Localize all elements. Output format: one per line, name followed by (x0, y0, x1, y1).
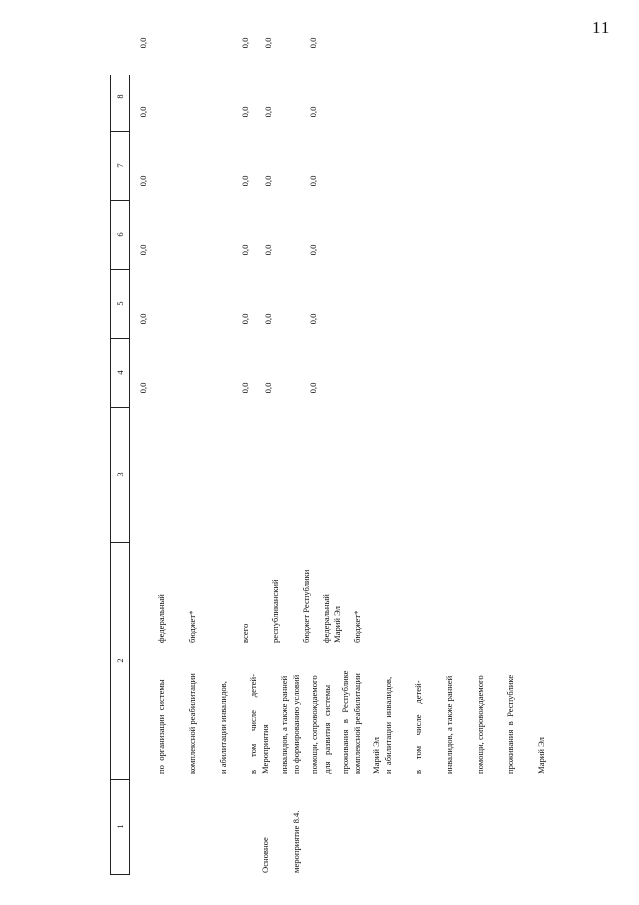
row-8-4-republic-value: 0,0 (263, 37, 273, 49)
row-8-4-total-value: 0,0 (240, 313, 250, 325)
header-col-8: 8 (111, 62, 129, 132)
row-8-4-federal-value: 0,0 (308, 175, 318, 187)
header-col-5: 5 (111, 269, 129, 339)
header-col-7: 7 (111, 131, 129, 201)
continuation-value: 0,0 (138, 382, 148, 394)
header-col-6: 6 (111, 200, 129, 270)
row-8-4-col3-republic: республиканский бюджет Республики Марий Эл (270, 569, 342, 643)
page-number: 11 (592, 18, 611, 37)
continuation-value: 0,0 (138, 313, 148, 325)
continuation-value: 0,0 (138, 244, 148, 256)
continuation-col2: по организации системы комплексной реабилитации и абилитации инвалидов, в том числе детей- инвалидов, а также ранней помощи, сопровождаемого проживания в Республике Марий Эл (156, 670, 381, 774)
continuation-value: 0,0 (138, 106, 148, 118)
continuation-value: 0,0 (138, 37, 148, 49)
rotated-table (110, 15, 620, 875)
row-8-4-republic-value: 0,0 (263, 382, 273, 394)
row-8-4-federal-value: 0,0 (308, 106, 318, 118)
row-8-4-total-value: 0,0 (240, 175, 250, 187)
row-8-4-col3-federal: федеральный бюджет* (321, 594, 363, 643)
header-col-4: 4 (111, 338, 129, 408)
table-header (110, 75, 130, 875)
row-8-4-republic-value: 0,0 (263, 313, 273, 325)
row-8-4-total-value: 0,0 (240, 382, 250, 394)
row-8-4-total-value: 0,0 (240, 106, 250, 118)
row-8-4-federal-value: 0,0 (308, 382, 318, 394)
header-col-2: 2 (111, 542, 129, 780)
row-8-4-republic-value: 0,0 (263, 244, 273, 256)
row-8-4-col3-total: всего (240, 623, 250, 643)
header-col-1: 1 (111, 779, 129, 875)
row-8-4-col2: Мероприятия по формированию условий для развития системы комплексной реабилитации и абилитации инвалидов, в том числе детей- инвалидов, а также ранней помощи, сопровождаемого проживания в Республике Марий Эл (260, 673, 546, 774)
continuation-value: 0,0 (138, 175, 148, 187)
continuation-col3: федеральный бюджет* (156, 594, 198, 643)
row-8-4-republic-value: 0,0 (263, 175, 273, 187)
row-8-4-federal-value: 0,0 (308, 244, 318, 256)
row-8-4-republic-value: 0,0 (263, 106, 273, 118)
header-col-3: 3 (111, 407, 129, 543)
row-8-4-federal-value: 0,0 (308, 37, 318, 49)
row-8-4-federal-value: 0,0 (308, 313, 318, 325)
row-8-4-total-value: 0,0 (240, 37, 250, 49)
row-8-4-total-value: 0,0 (240, 244, 250, 256)
row-8-4-col1: Основное мероприятие 8.4. (260, 810, 302, 873)
